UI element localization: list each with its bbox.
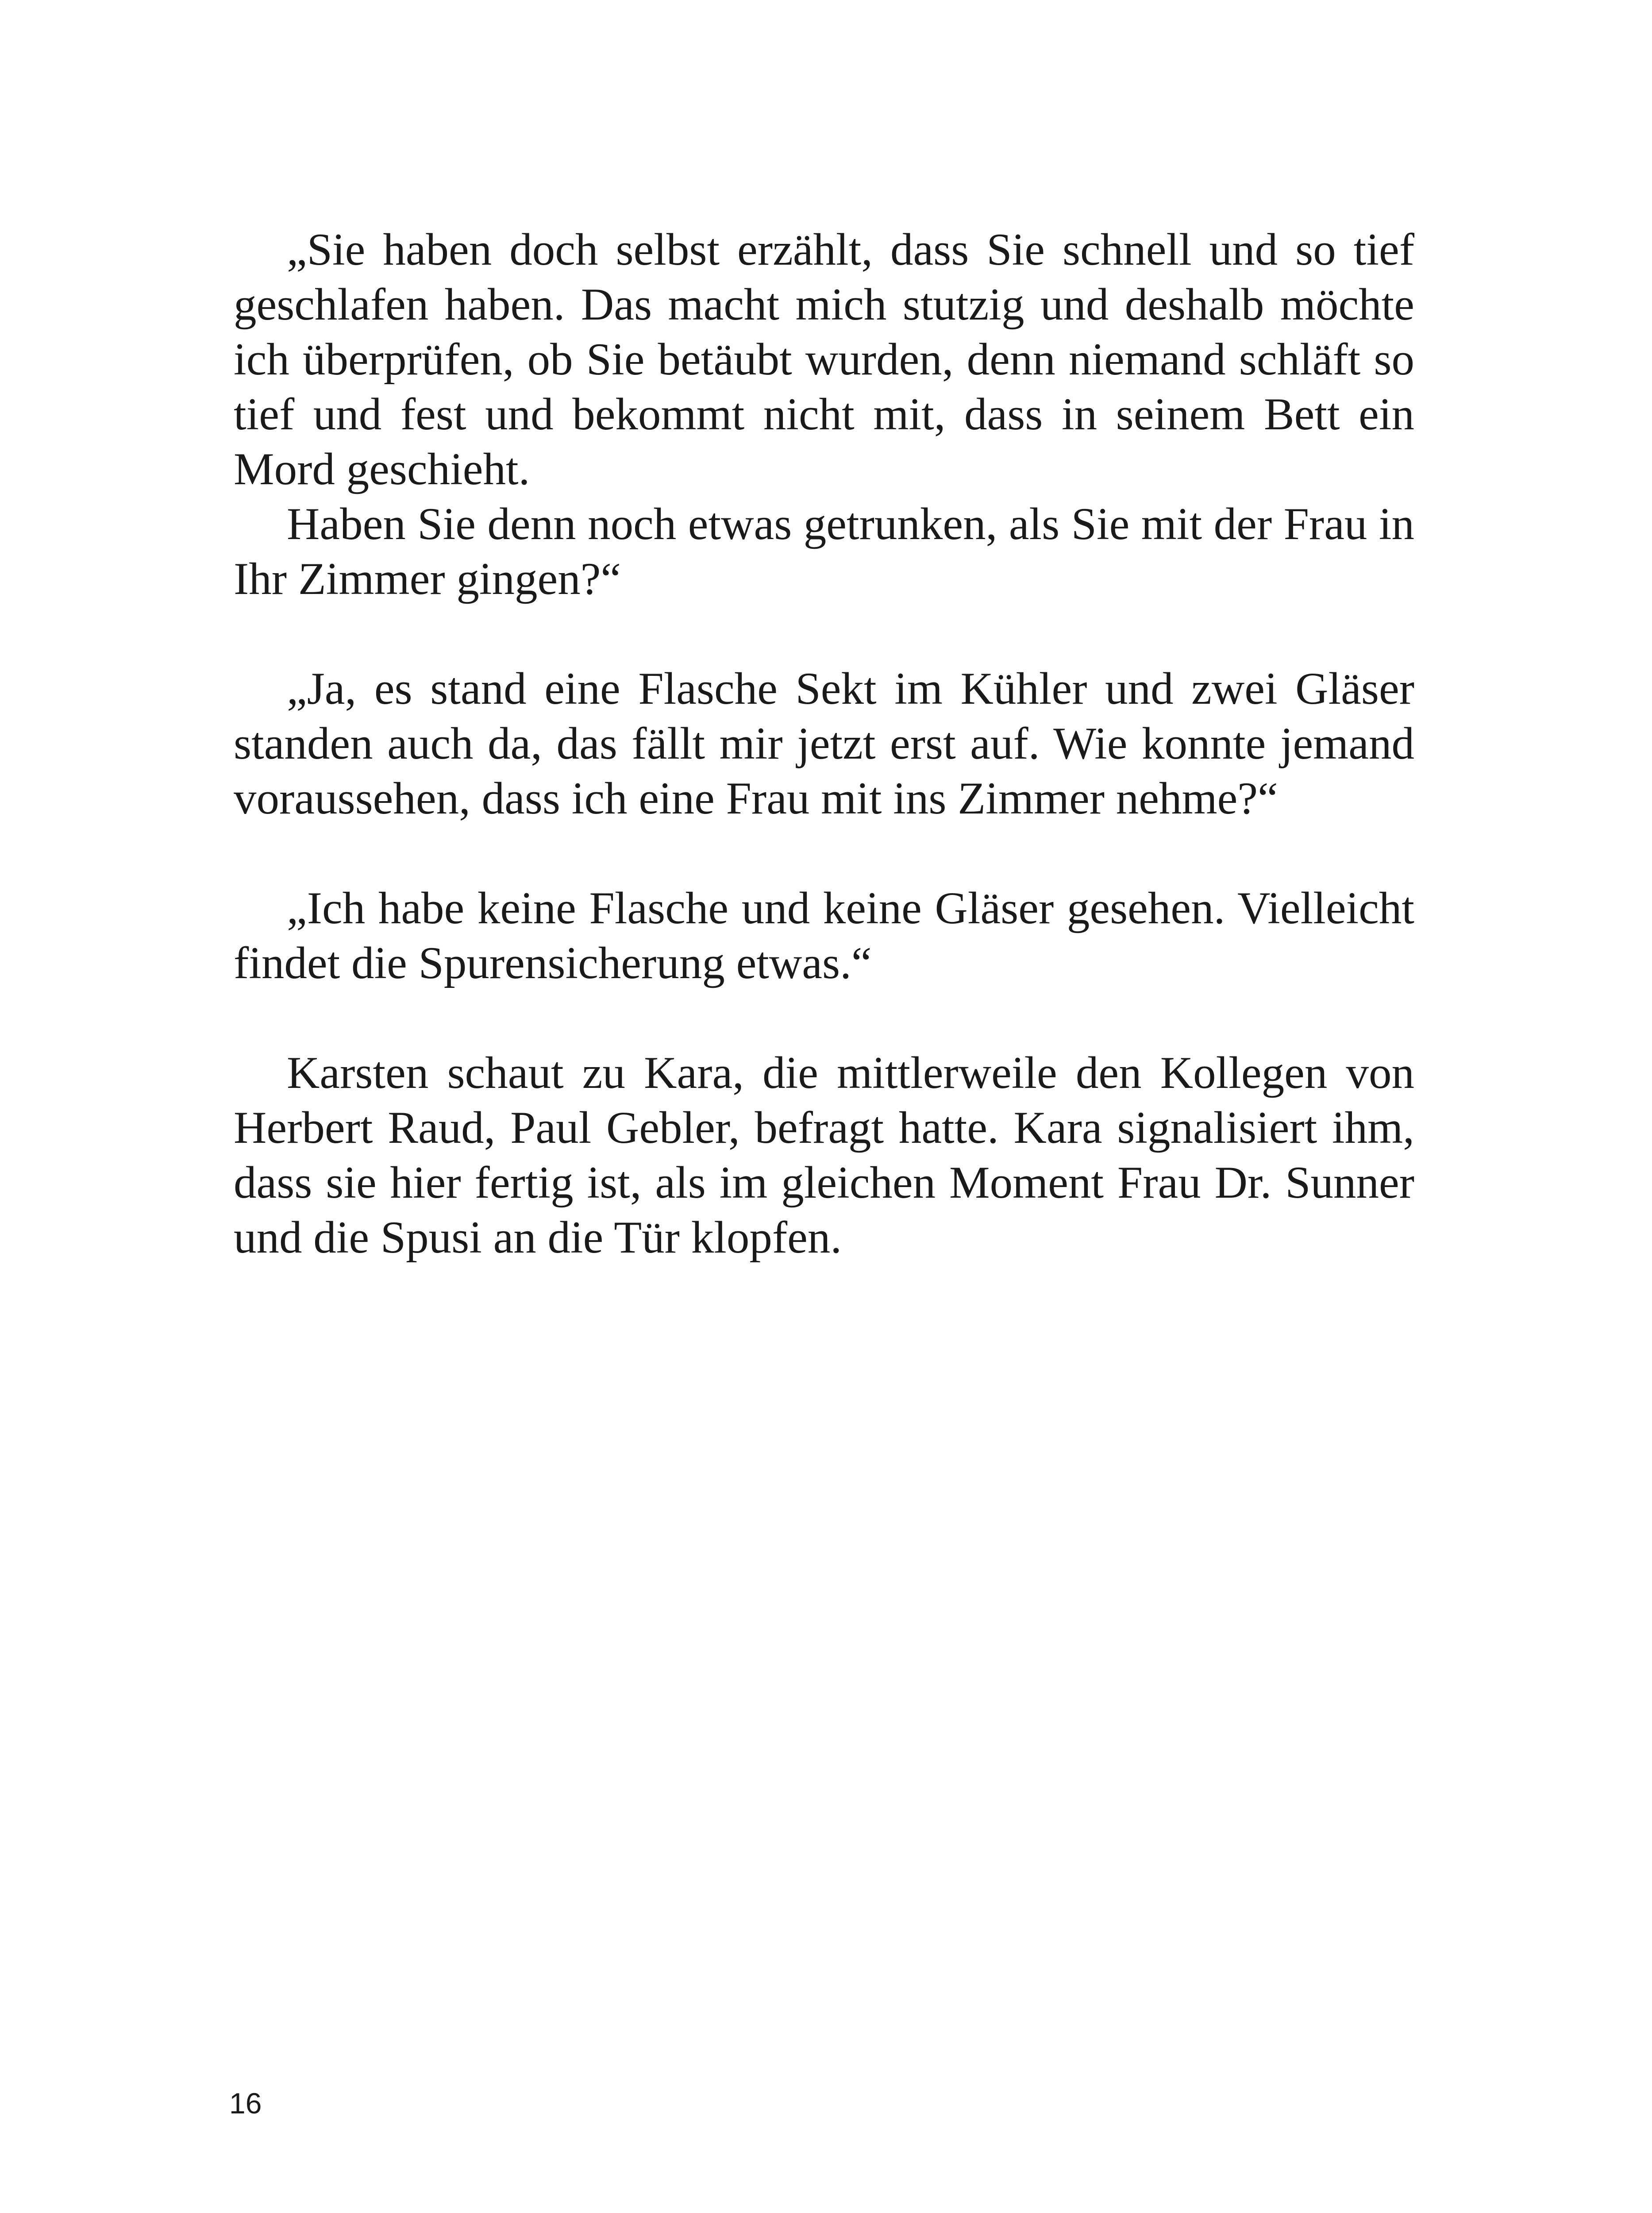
page-number: 16 bbox=[229, 2087, 262, 2120]
paragraph-5: Karsten schaut zu Kara, die mittlerweile den Kollegen von Herbert Raud, Paul Gebler, befragt hatte. Kara signalisiert ihm, dass sie hier fertig ist, als im gleichen Moment Frau Dr. Sunner und die Spusi an die Tür klopfen. bbox=[234, 1048, 1414, 1263]
paragraph-3: „Ja, es stand eine Flasche Sekt im Kühler und zwei Gläser standen auch da, das fällt mir jetzt erst auf. Wie konnte jemand voraussehen, dass ich eine Frau mit ins Zimmer nehme?“ bbox=[234, 663, 1414, 824]
paragraph-4: „Ich habe keine Flasche und keine Gläser gesehen. Vielleicht findet die Spurensicherung etwas.“ bbox=[234, 883, 1414, 988]
paragraph-1: „Sie haben doch selbst erzählt, dass Sie schnell und so tief geschlafen haben. Das macht mich stutzig und deshalb möchte ich überprüfen, ob Sie betäubt wurden, denn niemand schläft so tief und fest und bekommt nicht mit, dass in seinem Bett ein Mord geschieht. bbox=[234, 224, 1414, 494]
paragraph-gap bbox=[234, 606, 1414, 661]
body-text bbox=[234, 222, 1414, 1265]
paragraph-gap bbox=[234, 991, 1414, 1045]
paragraph-2: Haben Sie denn noch etwas getrunken, als Sie mit der Frau in Ihr Zimmer gingen?“ bbox=[234, 499, 1414, 604]
paragraph-gap bbox=[234, 826, 1414, 881]
